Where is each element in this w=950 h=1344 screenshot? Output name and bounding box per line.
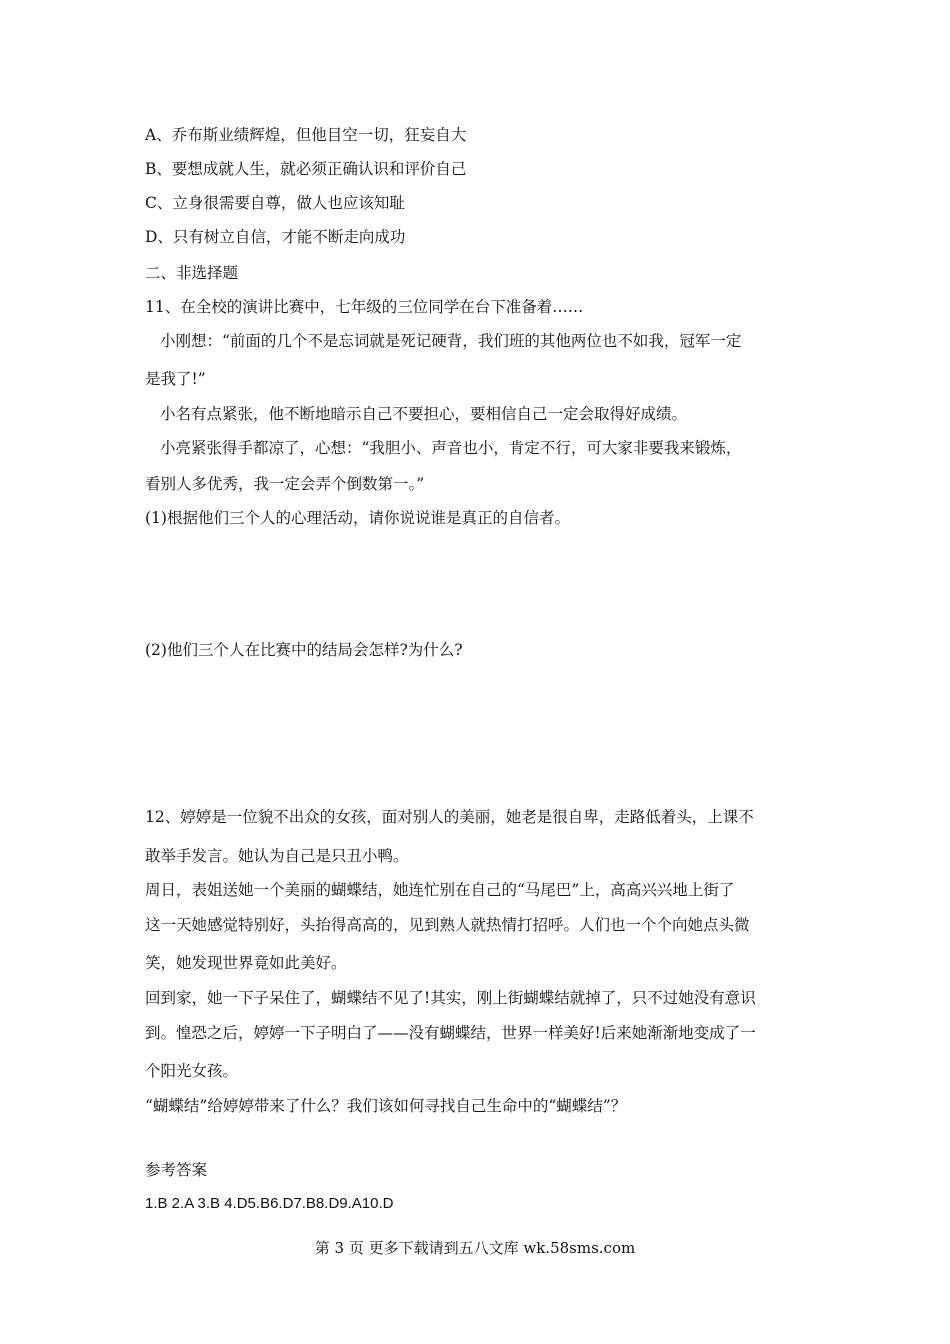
q12-line: 笑，她发现世界竟如此美好。 — [145, 954, 347, 972]
q12-line: 个阳光女孩。 — [145, 1062, 239, 1080]
q11-paragraph: 看别人多优秀，我一定会弄个倒数第一。” — [145, 475, 425, 493]
option-c: C、立身很需要自尊，做人也应该知耻 — [145, 194, 405, 212]
q11-paragraph: 小亮紧张得手都凉了，心想：“我胆小、声音也小，肯定不行，可大家非要我来锻炼， — [160, 439, 742, 457]
answers-heading: 参考答案 — [145, 1161, 208, 1179]
section-heading: 二、非选择题 — [145, 264, 239, 282]
option-a: A、乔布斯业绩辉煌，但他目空一切，狂妄自大 — [145, 126, 467, 144]
q11-sub-question-1: (1)根据他们三个人的心理活动，请你说说谁是真正的自信者。 — [145, 509, 570, 527]
option-d: D、只有树立自信，才能不断走向成功 — [145, 228, 406, 246]
q12-question: “蝴蝶结”给婷婷带来了什么？我们该如何寻找自己生命中的“蝴蝶结”？ — [145, 1097, 627, 1115]
answers-text: 1.B 2.A 3.B 4.D5.B6.D7.B8.D9.A10.D — [145, 1195, 394, 1212]
q11-sub-question-2: (2)他们三个人在比赛中的结局会怎样?为什么? — [145, 641, 463, 659]
page-footer: 第 3 页 更多下载请到五八文库 wk.58sms.com — [314, 1239, 636, 1257]
q11-paragraph: 是我了!” — [145, 370, 206, 388]
q11-paragraph: 小名有点紧张，他不断地暗示自己不要担心，要相信自己一定会取得好成绩。 — [160, 405, 688, 423]
option-b: B、要想成就人生，就必须正确认识和评价自己 — [145, 160, 467, 178]
q12-line: 敢举手发言。她认为自己是只丑小鸭。 — [145, 847, 409, 865]
q12-line: 周日，表姐送她一个美丽的蝴蝶结，她连忙别在自己的“马尾巴”上，高高兴兴地上街了 — [145, 881, 735, 899]
q12-line: 到。惶恐之后，婷婷一下子明白了——没有蝴蝶结，世界一样美好!后来她渐渐地变成了一 — [145, 1024, 756, 1042]
q12-line: 这一天她感觉特别好，头抬得高高的，见到熟人就热情打招呼。人们也一个个向她点头微 — [145, 916, 750, 934]
q12-line: 12、婷婷是一位貌不出众的女孩，面对别人的美丽，她老是很自卑，走路低着头，上课不 — [145, 808, 754, 826]
q12-line: 回到家，她一下子呆住了，蝴蝶结不见了!其实，刚上街蝴蝶结就掉了，只不过她没有意识 — [145, 989, 756, 1007]
q11-stem: 11、在全校的演讲比赛中，七年级的三位同学在台下准备着…… — [145, 298, 584, 316]
q11-paragraph: 小刚想：“前面的几个不是忘词就是死记硬背，我们班的其他两位也不如我，冠军一定 — [160, 332, 742, 350]
